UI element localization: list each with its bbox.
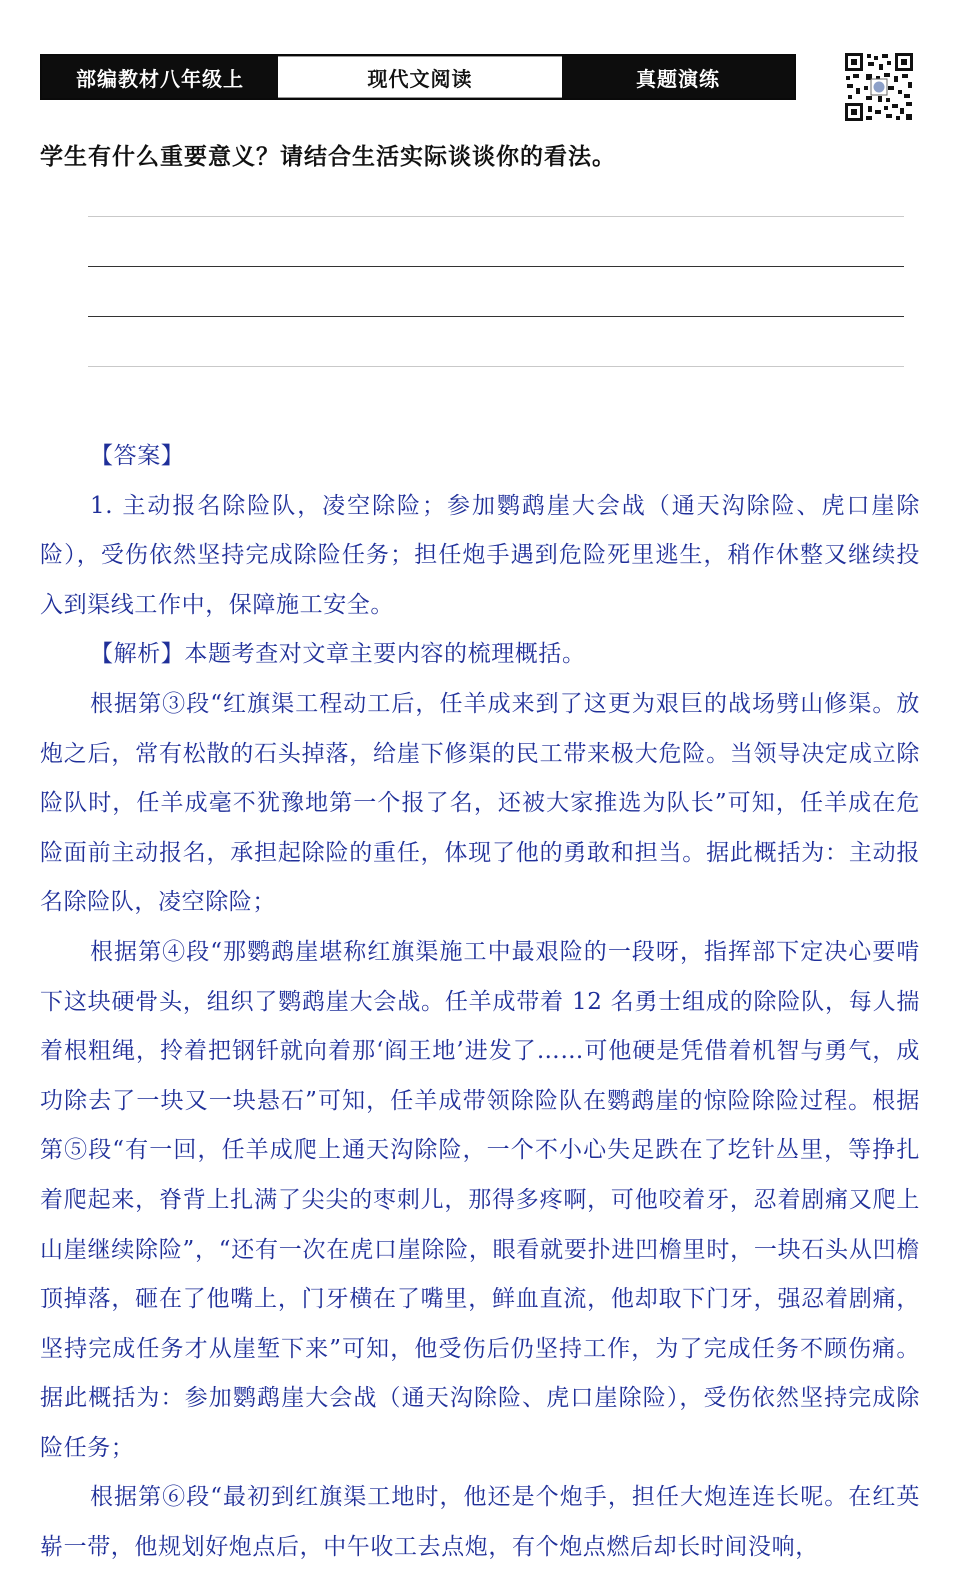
answer-analysis-section — [40, 432, 920, 1573]
analysis-paragraph: 根据第⑥段“最初到红旗渠工地时，他还是个炮手，担任大炮连连长呢。在红英崭一带，他规划好炮点后，中午收工去点炮，有个炮点燃后却长时间没响， — [40, 1484, 920, 1561]
analysis-intro: 本题考查对文章主要内容的梳理概括。 — [184, 641, 586, 668]
answer-line — [88, 216, 904, 217]
question-tail: 学生有什么重要意义？请结合生活实际谈谈你的看法。 — [40, 144, 616, 170]
header-bar — [40, 54, 796, 100]
qr-code-icon — [844, 52, 914, 122]
header-section-label: 现代文阅读 — [278, 56, 562, 98]
answer-line — [88, 366, 904, 367]
analysis-label: 【解析】 — [90, 641, 185, 668]
analysis-paragraph — [40, 630, 920, 680]
header-practice-label: 真题演练 — [562, 56, 794, 98]
answer-text: 1. 主动报名除险队，凌空除险；参加鹦鹉崖大会战（通天沟除险、虎口崖除险），受伤依然坚持完成除险任务；担任炮手遇到危险死里逃生，稍作休整又继续投入到渠线工作中，保障施工安全。 — [40, 492, 920, 618]
header-grade-label: 部编教材八年级上 — [42, 56, 278, 98]
answer-line — [88, 316, 904, 317]
analysis-paragraph: 根据第④段“那鹦鹉崖堪称红旗渠施工中最艰险的一段呀，指挥部下定决心要啃下这块硬骨头，组织了鹦鹉崖大会战。任羊成带着 12 名勇士组成的除险队，每人揣着根粗绳，拎着把钢钎就向着那‘阎王地’进发了……可他硬是凭借着机智与勇气，成功除去了一块又一块悬石”可知，任羊成带领除险队在鹦鹉崖的惊险除险过程。根据第⑤段“有一回，任羊成爬上通天沟除险，一个不小心失足跌在了圪针丛里，等挣扎着爬起来，脊背上扎满了尖尖的枣刺儿，那得多疼啊，可他咬着牙，忍着剧痛又爬上山崖继续除险”，“还有一次在虎口崖除险，眼看就要扑进凹檐里时，一块石头从凹檐顶掉落，砸在了他嘴上，门牙横在了嘴里，鲜血直流，他却取下门牙，强忍着剧痛，坚持完成任务才从崖堑下来”可知，他受伤后仍坚持工作，为了完成任务不顾伤痛。据此概括为：参加鹦鹉崖大会战（通天沟除险、虎口崖除险），受伤依然坚持完成除险任务； — [40, 938, 920, 1461]
answer-line — [88, 266, 904, 267]
answer-label: 【答案】 — [90, 443, 185, 469]
analysis-paragraph: 根据第③段“红旗渠工程动工后，任羊成来到了这更为艰巨的战场劈山修渠。放炮之后，常有松散的石头掉落，给崖下修渠的民工带来极大危险。当领导决定成立除险队时，任羊成毫不犹豫地第一个报了名，还被大家推选为队长”可知，任羊成在危险面前主动报名，承担起除险的重任，体现了他的勇敢和担当。据此概括为：主动报名除险队，凌空除险； — [40, 690, 920, 916]
